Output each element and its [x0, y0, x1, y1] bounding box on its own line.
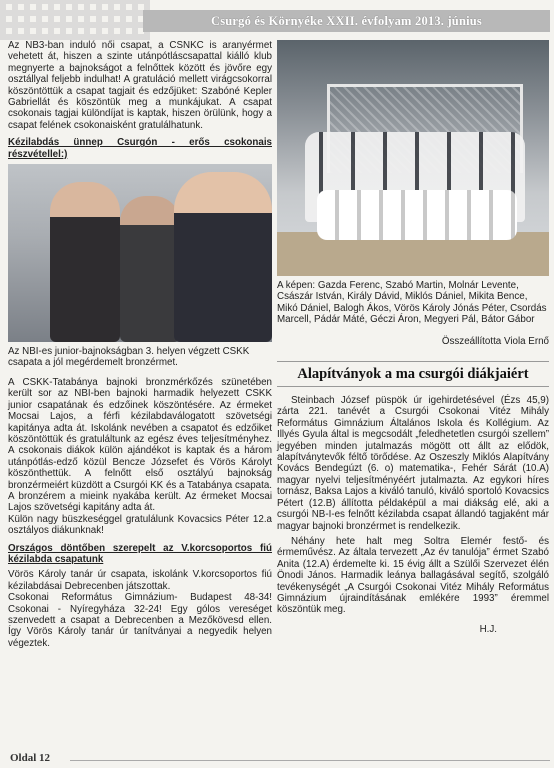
- final-paragraph: Vörös Károly tanár úr csapata, iskolánk V.korcsoportos fiú kézilabdásai Debrecenben játszottak.: [8, 569, 272, 592]
- author-signature: H.J.: [479, 623, 497, 635]
- final-results: Csokonai Református Gimnázium- Budapest 48-34! Csokonai - Nyíregyháza 32-24! Egy gólos vereséget szenvedett a csapat a Debrecenben a Mezőkövesd ellen. Így Vörös Károly tanár úr tanítványai a negyedik helyen végeztek.: [8, 592, 272, 649]
- national-final-heading: Országos döntőben szerepelt az V.korcsoportos fiú kézilabda csapatunk: [8, 542, 272, 565]
- compiled-by: Összeállította Viola Ernő: [441, 335, 549, 347]
- foundations-paragraph-2: Néhány hete halt meg Soltra Elemér festő- és érmeművész. Az általa tervezett „Az év tanulója” érmet Szabó Anita (12.A) érdemelte ki. 15 évig állt a Szülői Szervezet élén Önodi János. Harmadik leánya ballagásával segítő, szolgáló tevékenységét „A Csurgói Csokonai Vitéz Mihály Református Gimnázium újraindításának emlékére 1993” éremmel köszöntük meg.: [277, 535, 549, 616]
- bronze-congrats: Külön nagy büszkeséggel gratulálunk Kovacsics Péter 12.a osztályos diákunknak!: [8, 513, 272, 537]
- photo-official: [174, 172, 272, 342]
- header-bar: [143, 10, 550, 32]
- intro-paragraph: Az NB3-ban induló női csapat, a CSNKC is aranyérmet vehetett át, hiszen a szinte utánpótláscsapattal kiálló klub megnyerte a bajnokságot a felnőttek között és jövőre egy osztállyal feljebb indulhat! A gratuláció mellett virágcsokorral köszöntöttük a csapat tagjait és edzőjüket: Szabóné Kepler Gabriellát és köszöntük meg a munkájukat. A csapat csokonais tagjai különdíjat is kaptak, hiszen örülünk, hogy a csapat felének csokonaisként gratulálhatunk.: [8, 40, 272, 131]
- photo-player: [50, 182, 120, 342]
- junior-team-photo: [8, 164, 272, 342]
- junior-photo-caption: Az NBI-es junior-bajnokságban 3. helyen végzett CSKK csapata a jól megérdemelt bronzérmet.: [8, 346, 250, 369]
- header-pattern: [0, 0, 150, 40]
- photo-team-front-row: [317, 190, 517, 240]
- foundations-paragraph-1: Steinbach József püspök úr igehirdetésével (Ézs 45,9) zárta 221. tanévét a Csurgói Csokonai Vitéz Mihály Református Gimnázium Általános Iskola és Kollégium. Az Illyés Gyula által is megcsodált „feledhetetlen csurgói szellem” jegyében minden jutalmazás mögött ott állt az elődök, alapítványtevők féltő törődése. Az Oszeszly Miklós Alapítvány Kovács Bendegúzt (6. o) matematika-, Fehér Sárát (10.A) magyar nyelvi teljesítményéért jutalmazta. Az egykori híres tornász, Baksa Lajos a kiváló tanuló, kiváló sportoló Kovacsics Pétert (12.B) állította példaképül a mai diákság elé, aki a csurgói NB-I-es felnőtt kézilabda csapat állandó tagjaként már magyar bajnoki bronzérmet is rendelkezik.: [277, 395, 549, 532]
- page-number: Oldal 12: [10, 752, 51, 764]
- left-column: [8, 40, 272, 655]
- footer-divider: [70, 760, 550, 761]
- right-column: [277, 40, 549, 635]
- bronze-paragraph: A CSKK-Tatabánya bajnoki bronzmérkőzés szünetében került sor az NBI-ben bajnoki harmadik helyezett CSKK junior csapatának és edzőinek köszöntésére. Az érmeket Mocsai Lajos, a férfi kézilabdaválogatott szövetségi kapitánya adta át. Iskolánk nevében a csapatot és edzőiket köszöntöttük és gratuláltunk az egész éves teljesítményhez. A csokonais diákok külön ajándékot is kaptak és a három utánpótlás-edző közül Bencze Józsefet és Vörös Károlyt köszönthettük. A felnőtt első osztályú bajnokság bronzérmeiért küzdött a Csurgói KK és a Tatabánya csapata. A bronzérem a mieink nyakába került. Az érmeket Mocsai Lajos szövetségi kapitány adta át.: [8, 376, 272, 514]
- photo-player-2: [120, 196, 180, 342]
- page-header-title: Csurgó és Környéke XXII. évfolyam 2013. június: [210, 13, 482, 28]
- group-photo-caption: A képen: Gazda Ferenc, Szabó Martin, Molnár Levente, Császár István, Király Dávid, Miklós Dániel, Mikita Bence, Mikó Dániel, Balogh Ákos, Vörös Károly Jónás Péter, Csordás Marcell, Pádár Máté, Géczi Áron, Megyeri Pál, Bátor Gábor: [277, 280, 547, 326]
- foundations-heading: Alapítványok a ma csurgói diákjaiért: [277, 361, 549, 387]
- handball-heading: Kézilabdás ünnep Csurgón - erős csokonais részvétellel:): [8, 137, 272, 160]
- team-group-photo: [277, 40, 549, 276]
